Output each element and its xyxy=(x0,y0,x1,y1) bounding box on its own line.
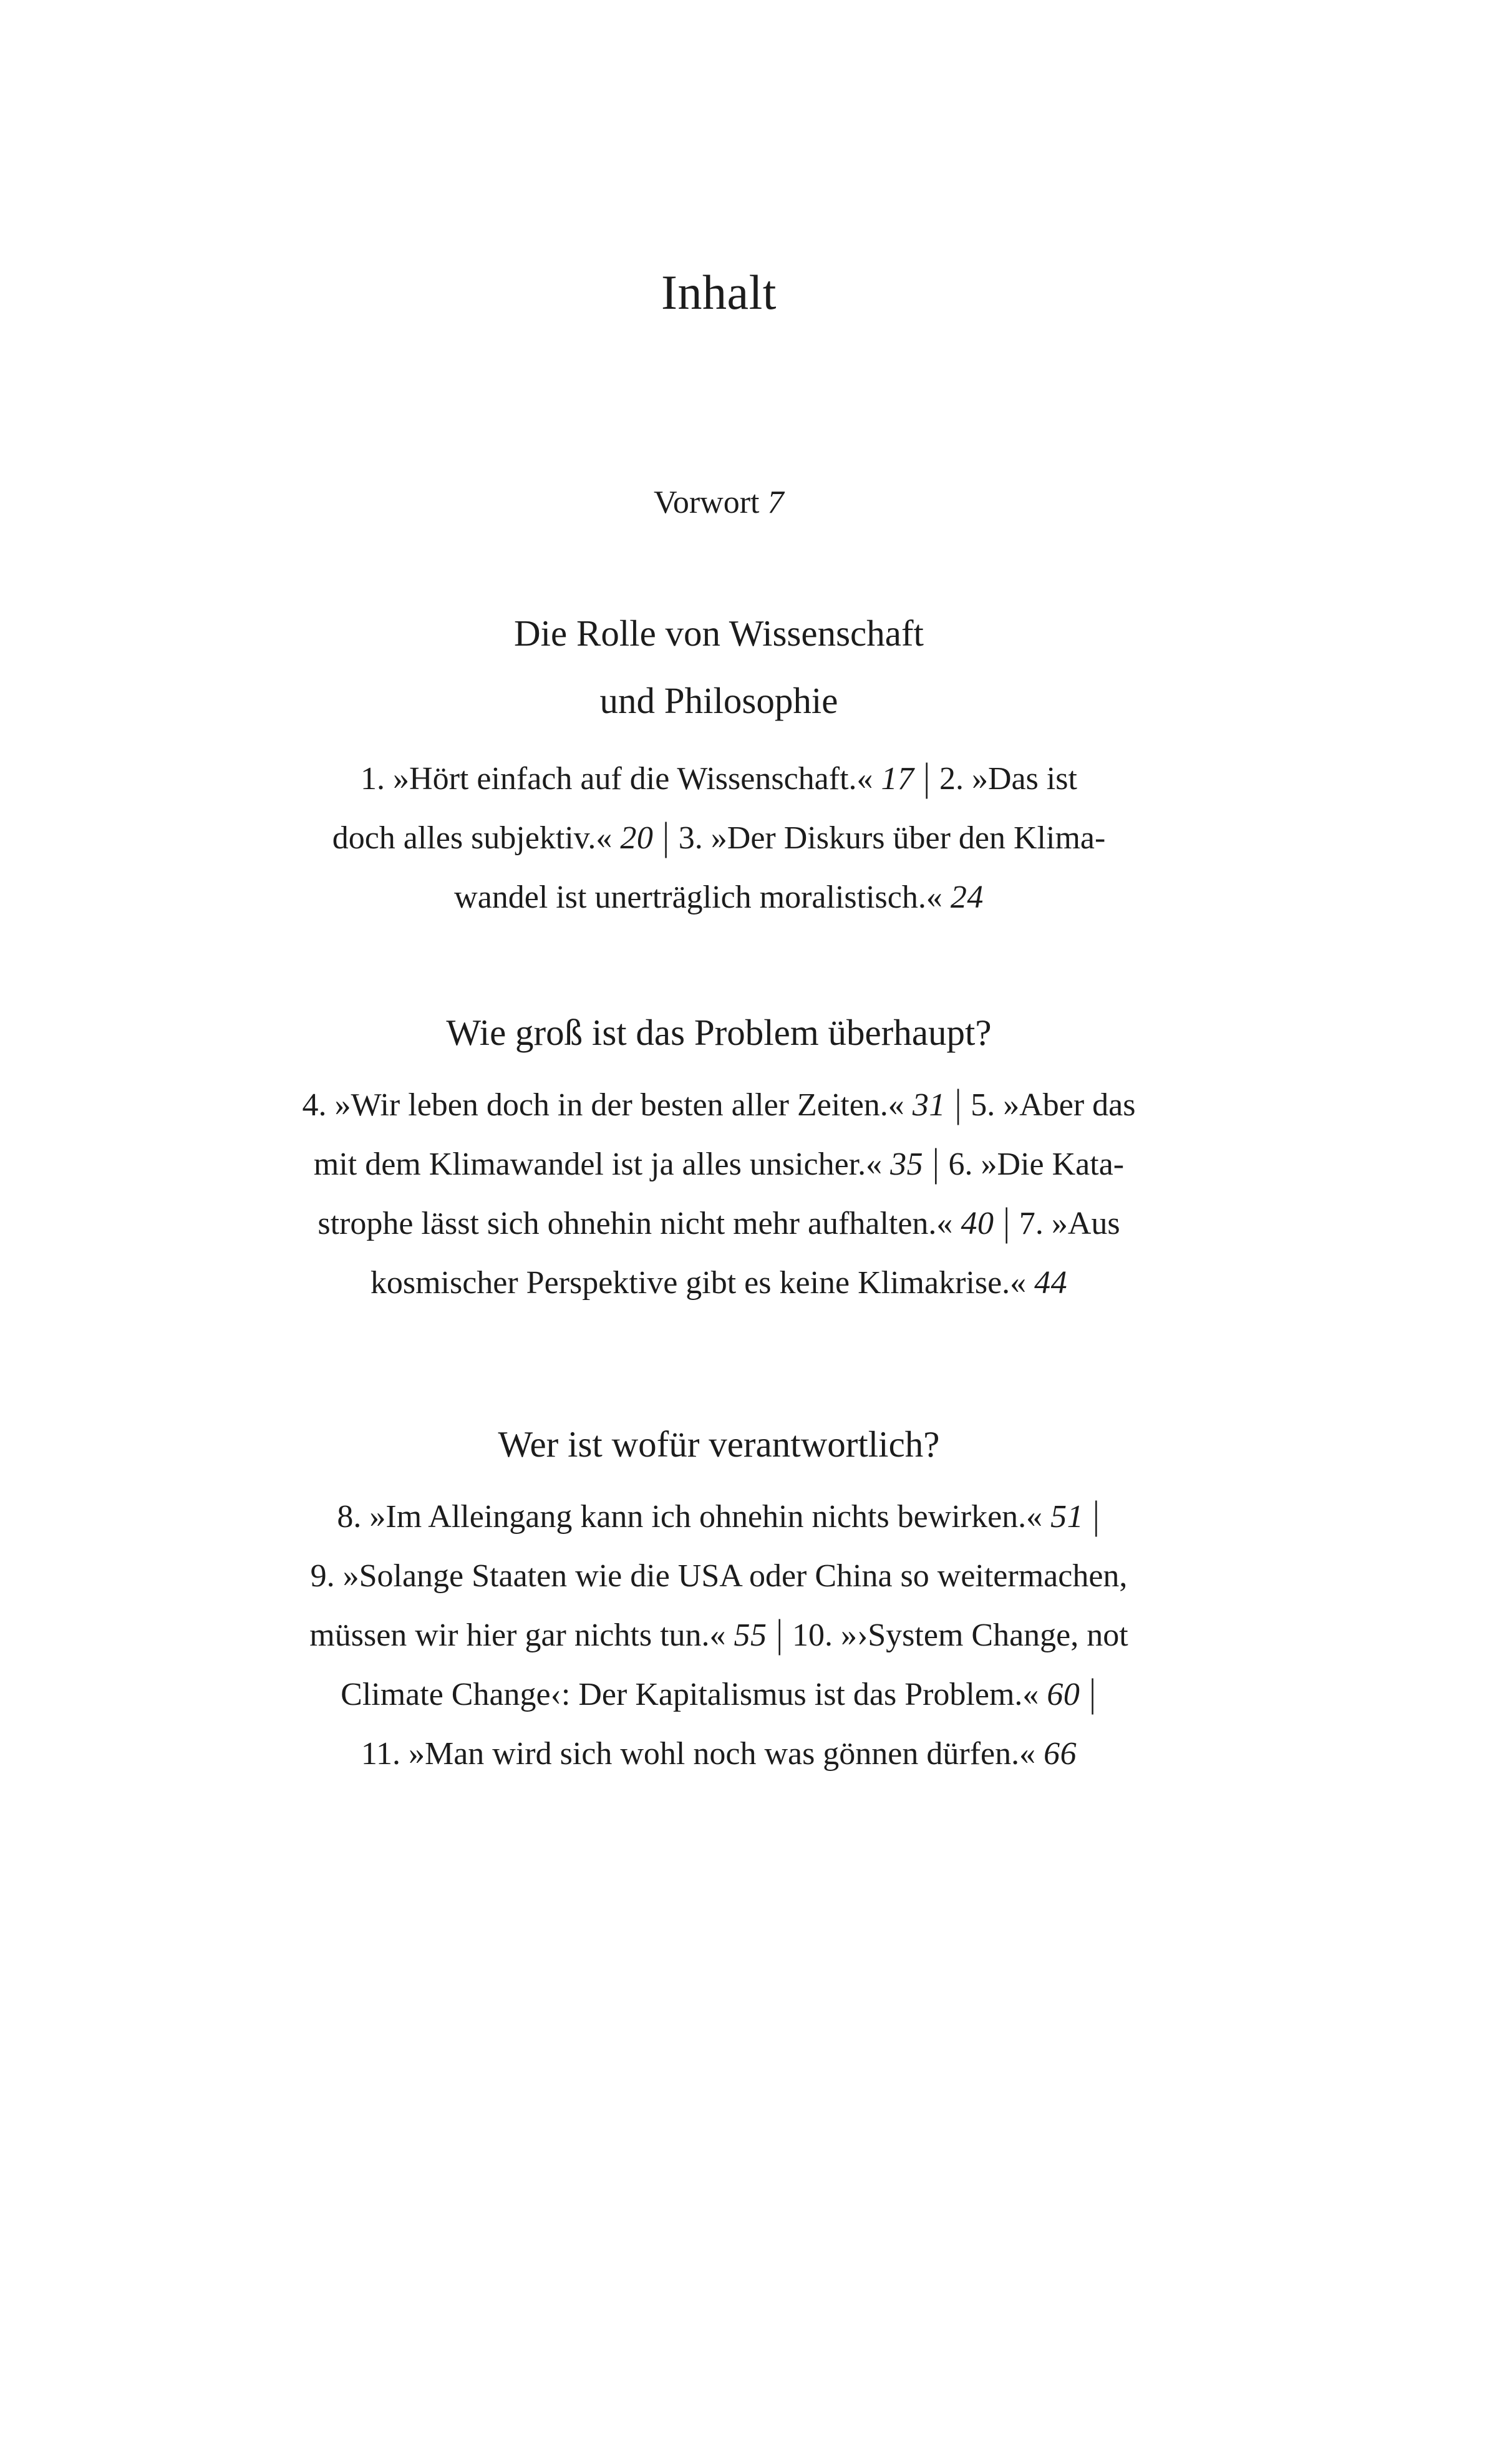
toc-entry-line: mit dem Klimawandel ist ja alles unsicher.« 35 | 6. »Die Kata- xyxy=(228,1135,1210,1194)
preface-entry: Vorwort 7 xyxy=(654,485,784,520)
section-heading xyxy=(228,999,1210,1066)
toc-entry-line: wandel ist unerträglich moralistisch.« 24 xyxy=(454,880,984,915)
toc-entry-line: 4. »Wir leben doch in der besten aller Zeiten.« 31 | 5. »Aber das xyxy=(228,1075,1210,1135)
toc-entry-line: 9. »Solange Staaten wie die USA oder China so weitermachen, xyxy=(310,1558,1128,1594)
toc-entry-line: 8. »Im Alleingang kann ich ohnehin nichts bewirken.« 51 | xyxy=(228,1487,1210,1546)
entry-separator-bar: | xyxy=(1003,1201,1010,1244)
toc-section-verantwortung xyxy=(228,1410,1210,1783)
entry-separator-bar: | xyxy=(1089,1672,1096,1715)
entry-separator-bar: | xyxy=(933,1142,939,1185)
entry-separator-bar: | xyxy=(662,815,669,859)
section-heading-line: Die Rolle von Wissenschaft xyxy=(514,613,924,654)
page-title: Inhalt xyxy=(661,265,777,319)
entry-separator-bar: | xyxy=(776,1613,783,1656)
toc-entry-line: kosmischer Perspektive gibt es keine Klimakrise.« 44 xyxy=(370,1265,1068,1301)
toc-section-wissenschaft xyxy=(228,599,1210,927)
entry-separator-bar: | xyxy=(1093,1494,1100,1538)
section-entries xyxy=(228,749,1210,927)
toc-entry-line: 11. »Man wird sich wohl noch was gönnen dürfen.« 66 xyxy=(361,1736,1077,1772)
section-heading-line: und Philosophie xyxy=(599,680,838,721)
entry-separator-bar: | xyxy=(954,1082,962,1126)
toc-entry-line: Climate Change‹: Der Kapitalismus ist das Problem.« 60 | xyxy=(228,1665,1210,1724)
toc-section-problem xyxy=(228,999,1210,1312)
toc-entry-line: müssen wir hier gar nichts tun.« 55 | 10. »›System Change, not xyxy=(228,1606,1210,1665)
section-heading-line: Wie groß ist das Problem überhaupt? xyxy=(446,1012,992,1053)
section-heading-line: Wer ist wofür verantwortlich? xyxy=(498,1424,940,1465)
section-heading xyxy=(228,599,1210,734)
section-heading xyxy=(228,1410,1210,1478)
toc-entry-line: 1. »Hört einfach auf die Wissenschaft.« 17 | 2. »Das ist xyxy=(228,749,1210,808)
entry-separator-bar: | xyxy=(923,756,930,800)
section-entries xyxy=(228,1487,1210,1783)
content-column xyxy=(228,0,1210,1783)
toc-entry-line: doch alles subjektiv.« 20 | 3. »Der Diskurs über den Klima- xyxy=(228,808,1210,868)
toc-entry-line: strophe lässt sich ohnehin nicht mehr aufhalten.« 40 | 7. »Aus xyxy=(228,1194,1210,1253)
section-entries xyxy=(228,1075,1210,1312)
